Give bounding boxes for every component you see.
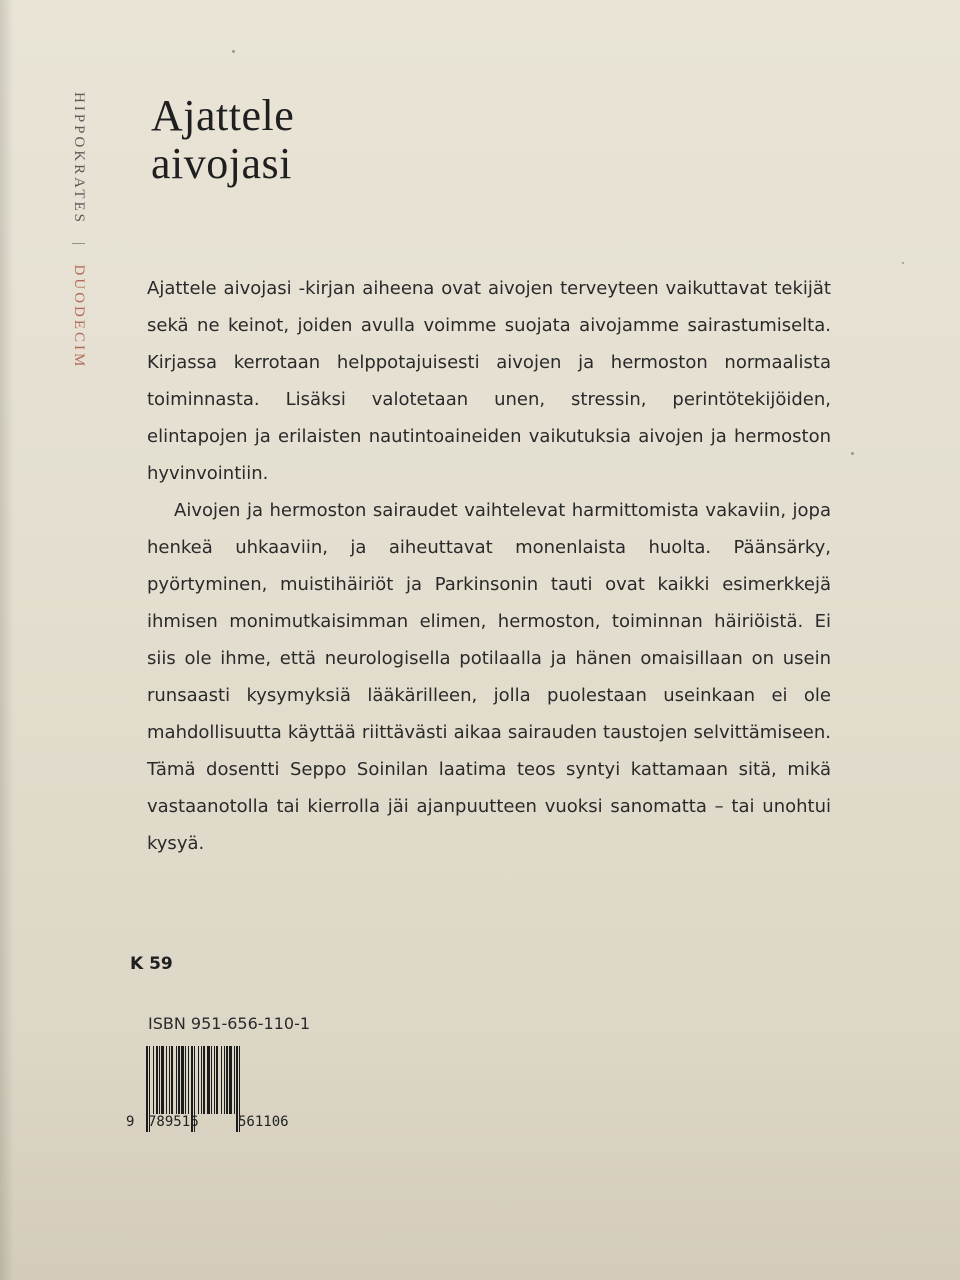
barcode-digit-first: 9 [126, 1114, 135, 1130]
book-title [151, 92, 294, 188]
publisher-name: DUODECIM [71, 264, 87, 370]
price-code: K 59 [130, 954, 173, 974]
spine-separator: | [71, 241, 87, 248]
dust-speck [851, 452, 854, 455]
dust-speck [232, 50, 235, 53]
blurb-paragraph-1: Ajattele aivojasi -kirjan aiheena ovat aivojen terveyteen vaikuttavat tekijät sekä ne keinot, joiden avulla voimme suojata aivojamme sairastumiselta. Kirjassa kerrotaan helppotajuisesti aivojen ja hermoston normaalista toiminnasta. Lisäksi valotetaan unen, stressin, perintötekijöiden, elintapojen ja erilaisten nautintoaineiden vaikutuksia aivojen ja hermoston hyvinvointiin. [147, 278, 831, 484]
barcode-digits-right: 561106 [238, 1114, 289, 1130]
blurb-text [147, 270, 831, 862]
book-title-line-1: Ajattele [151, 91, 295, 140]
isbn-number: ISBN 951-656-110-1 [148, 1014, 311, 1033]
cover-edge-shadow [0, 0, 14, 1280]
blurb-paragraph-2: Aivojen ja hermoston sairaudet vaihtelevat harmittomista vakaviin, jopa henkeä uhkaaviin, ja aiheuttavat monenlaista huolta. Päänsärky, pyörtyminen, muistihäiriöt ja Parkinsonin tauti ovat kaikki esimerkkejä ihmisen monimutkaisimman elimen, hermoston, toiminnan häiriöistä. Ei siis ole ihme, että neurologisella potilaalla ja hänen omaisillaan on usein runsaasti kysymyksiä lääkärilleen, jolla puolestaan useinkaan ei ole mahdollisuutta käyttää riittävästi aikaa sairauden taustojen selvittämiseen. Tämä dosentti Seppo Soinilan laatima teos syntyi kattamaan sitä, mikä vastaanotolla tai kierrolla jäi ajanpuutteen vuoksi sanomatta – tai unohtui kysyä. [147, 500, 831, 854]
barcode-digits-left: 789516 [148, 1114, 199, 1130]
book-title-line-2: aivojasi [151, 139, 292, 188]
series-name: HIPPOKRATES [71, 92, 87, 226]
spine-label [70, 92, 100, 412]
dust-speck [902, 262, 904, 264]
